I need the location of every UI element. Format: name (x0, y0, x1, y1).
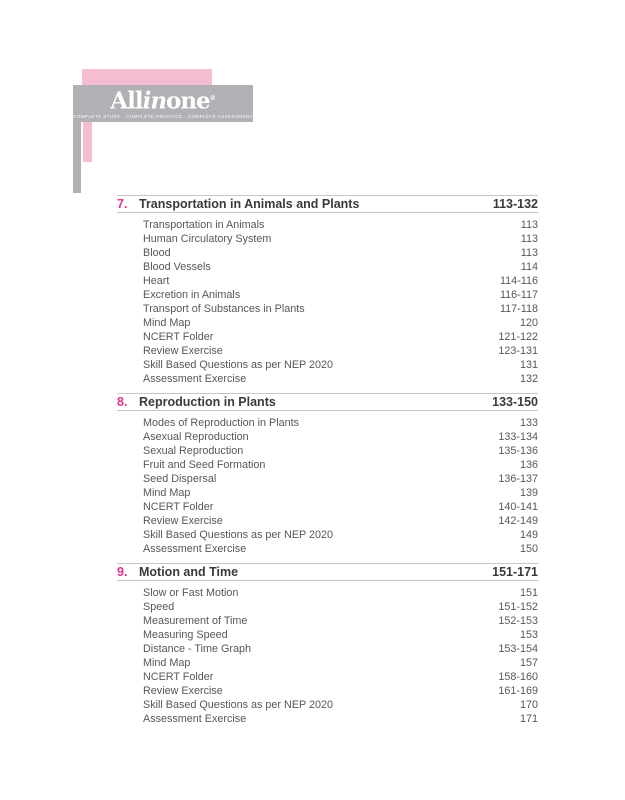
toc-entry-pages: 121-122 (498, 331, 538, 343)
toc-entry-pages: 136-137 (498, 473, 538, 485)
toc-entry-label: Human Circulatory System (143, 233, 272, 245)
toc-entry-label: Mind Map (143, 657, 191, 669)
registered-mark: ® (209, 95, 216, 102)
brand-in: in (142, 87, 167, 115)
toc-entry (117, 614, 538, 628)
toc-entry-label: Mind Map (143, 317, 191, 329)
chapter-page-range: 151-171 (492, 565, 538, 579)
toc-entry-label: Sexual Reproduction (143, 445, 244, 457)
toc-entry-pages: 123-131 (498, 345, 538, 357)
toc-entry-pages: 135-136 (498, 445, 538, 457)
toc-entry-label: Measuring Speed (143, 629, 228, 641)
toc-entry-pages: 161-169 (498, 685, 538, 697)
toc-entry (117, 500, 538, 514)
toc-entry-label: Heart (143, 275, 170, 287)
toc-entry-pages: 133-134 (498, 431, 538, 443)
toc-entry (117, 642, 538, 656)
toc-entry-label: Transport of Substances in Plants (143, 303, 305, 315)
toc-entry-pages: 149 (519, 529, 538, 541)
toc-entry-label: Assessment Exercise (143, 373, 247, 385)
toc-entry-pages: 158-160 (498, 671, 538, 683)
toc-entry-pages: 139 (519, 487, 538, 499)
toc-entry-label: Skill Based Questions as per NEP 2020 (143, 699, 334, 711)
toc-entry (117, 232, 538, 246)
toc-entry-label: NCERT Folder (143, 671, 214, 683)
toc-entry-pages: 114-116 (499, 275, 538, 287)
toc-entry-label: Mind Map (143, 487, 191, 499)
toc-entry-pages: 136 (519, 459, 538, 471)
toc-entry-pages: 132 (519, 373, 538, 385)
toc-entry-pages: 114 (520, 261, 538, 273)
toc-entry-label: Slow or Fast Motion (143, 587, 239, 599)
toc-entry-label: Measurement of Time (143, 615, 248, 627)
toc-entry (117, 586, 538, 600)
toc-entry (117, 600, 538, 614)
toc-entry (117, 430, 538, 444)
brand-one: one (166, 87, 210, 115)
chapter-page-range: 133-150 (492, 395, 538, 409)
toc-entry-label: Asexual Reproduction (143, 431, 249, 443)
toc-entry-pages: 152-153 (498, 615, 538, 627)
toc-entry-label: Blood Vessels (143, 261, 211, 273)
chapter-title: Transportation in Animals and Plants (139, 197, 360, 211)
chapter-number: 9. (117, 565, 128, 579)
chapter-title: Reproduction in Plants (139, 395, 276, 409)
toc-entry-pages: 171 (519, 713, 538, 725)
chapter-number: 8. (117, 395, 128, 409)
toc-entry (117, 656, 538, 670)
toc-entry (117, 670, 538, 684)
toc-entry-label: Fruit and Seed Formation (143, 459, 266, 471)
toc-entry (117, 698, 538, 712)
toc-entry (117, 684, 538, 698)
chapter-block (117, 195, 538, 393)
chapter-page-range: 113-132 (492, 197, 538, 211)
toc-entry (117, 358, 538, 372)
chapter-items (117, 581, 538, 733)
toc-entry-pages: 153-154 (498, 643, 538, 655)
toc-entry (117, 218, 538, 232)
toc-entry (117, 274, 538, 288)
toc-entry-label: Review Exercise (143, 685, 223, 697)
chapter-block (117, 563, 538, 733)
toc-entry-pages: 157 (519, 657, 538, 669)
toc-entry-pages: 113 (520, 233, 538, 245)
toc-entry-pages: 113 (520, 247, 538, 259)
logo-gray-strip (73, 120, 81, 193)
toc-entry-label: Skill Based Questions as per NEP 2020 (143, 529, 334, 541)
toc-entry (117, 472, 538, 486)
toc-entry (117, 302, 538, 316)
chapter-heading (117, 563, 538, 581)
toc-entry (117, 372, 538, 386)
toc-entry (117, 486, 538, 500)
brand-wordmark (73, 86, 253, 114)
table-of-contents (117, 195, 538, 733)
toc-entry-label: Distance - Time Graph (143, 643, 252, 655)
toc-entry (117, 458, 538, 472)
toc-entry (117, 288, 538, 302)
chapter-title: Motion and Time (139, 565, 239, 579)
chapter-block (117, 393, 538, 563)
toc-entry-pages: 142-149 (498, 515, 538, 527)
toc-entry (117, 246, 538, 260)
toc-entry-label: Assessment Exercise (143, 543, 247, 555)
logo-pink-top-bar (82, 69, 212, 85)
toc-entry-label: Excretion in Animals (143, 289, 241, 301)
toc-entry-label: Speed (143, 601, 175, 613)
toc-entry (117, 514, 538, 528)
toc-entry (117, 528, 538, 542)
toc-entry (117, 330, 538, 344)
toc-entry-label: NCERT Folder (143, 501, 214, 513)
brand-all: All (110, 87, 143, 115)
chapter-items (117, 411, 538, 563)
toc-entry-label: Assessment Exercise (143, 713, 247, 725)
toc-entry (117, 260, 538, 274)
chapter-items (117, 213, 538, 393)
toc-entry-label: Blood (143, 247, 171, 259)
toc-entry-label: Modes of Reproduction in Plants (143, 417, 300, 429)
toc-entry (117, 444, 538, 458)
toc-entry-pages: 116-117 (499, 289, 538, 301)
toc-entry (117, 628, 538, 642)
brand-tagline: COMPLETE STUDY · COMPLETE PRACTICE · COMPLETE ASSESSMENT (73, 113, 253, 119)
chapter-number: 7. (117, 197, 128, 211)
toc-entry-label: Transportation in Animals (143, 219, 265, 231)
toc-entry (117, 316, 538, 330)
toc-entry (117, 542, 538, 556)
toc-entry (117, 344, 538, 358)
toc-entry-pages: 140-141 (498, 501, 538, 513)
toc-entry-pages: 131 (519, 359, 538, 371)
toc-entry-pages: 117-118 (499, 303, 538, 315)
toc-entry-pages: 151-152 (498, 601, 538, 613)
logo-pink-strip (83, 120, 92, 162)
toc-entry-pages: 151 (519, 587, 538, 599)
toc-entry-pages: 153 (519, 629, 538, 641)
toc-entry-pages: 133 (519, 417, 538, 429)
toc-entry-label: NCERT Folder (143, 331, 214, 343)
toc-entry-pages: 170 (519, 699, 538, 711)
toc-entry-label: Seed Dispersal (143, 473, 217, 485)
toc-entry-label: Review Exercise (143, 515, 223, 527)
chapter-heading (117, 195, 538, 213)
logo-band (73, 85, 253, 122)
toc-entry-pages: 120 (519, 317, 538, 329)
toc-entry-label: Review Exercise (143, 345, 223, 357)
toc-entry-label: Skill Based Questions as per NEP 2020 (143, 359, 334, 371)
toc-entry (117, 416, 538, 430)
chapter-heading (117, 393, 538, 411)
toc-entry-pages: 150 (519, 543, 538, 555)
toc-entry (117, 712, 538, 726)
toc-entry-pages: 113 (520, 219, 538, 231)
